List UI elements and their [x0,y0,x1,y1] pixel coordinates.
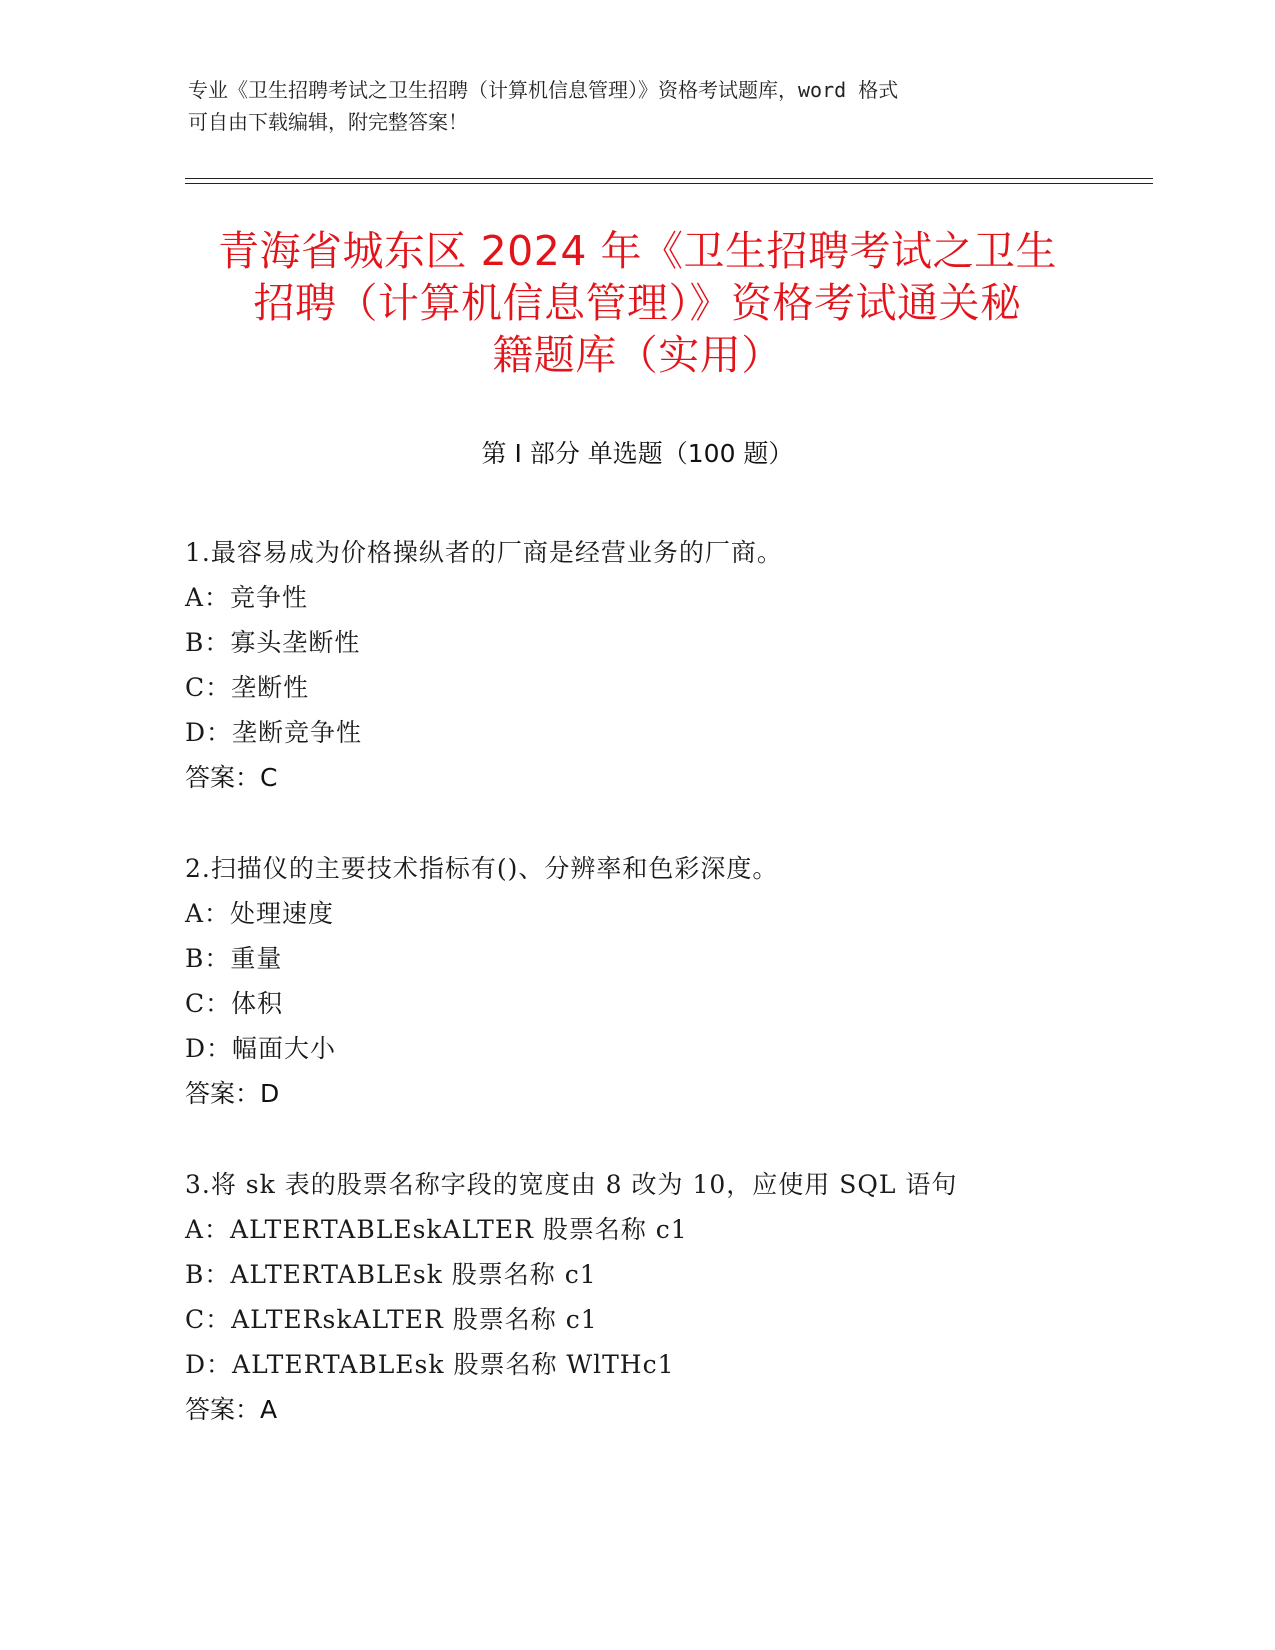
header-rule-top [185,178,1153,179]
answer: 答案：A [185,1395,278,1424]
option-b: B：ALTERTABLEsk 股票名称 c1 [185,1260,597,1289]
option-d: D：幅面大小 [185,1034,337,1063]
question-stem: 3.将 sk 表的股票名称字段的宽度由 8 改为 10，应使用 SQL 语句 [185,1170,958,1199]
option-a: A：处理速度 [185,899,335,928]
question-stem: 1.最容易成为价格操纵者的厂商是经营业务的厂商。 [185,538,783,567]
title-line-1: 青海省城东区 2024 年《卫生招聘考试之卫生 [218,227,1057,275]
option-d: D：ALTERTABLEsk 股票名称 WlTHc1 [185,1350,675,1379]
question-3 [185,1162,1105,1432]
answer: 答案：D [185,1079,280,1108]
header-note-line-2: 可自由下载编辑，附完整答案！ [188,110,468,134]
question-list [185,530,1105,1478]
option-b: B：重量 [185,944,283,973]
header-note [188,74,1088,138]
title-line-3: 籍题库（实用） [492,331,783,379]
option-d: D：垄断竞争性 [185,718,363,747]
option-c: C：垄断性 [185,673,310,702]
option-c: C：ALTERskALTER 股票名称 c1 [185,1305,598,1334]
header-note-line-1: 专业《卫生招聘考试之卫生招聘（计算机信息管理）》资格考试题库，word 格式 [188,78,899,102]
question-1 [185,530,1105,800]
question-2 [185,846,1105,1116]
header-rule-bottom [185,183,1153,184]
question-stem: 2.扫描仪的主要技术指标有()、分辨率和色彩深度。 [185,854,779,883]
option-a: A：ALTERTABLEskALTER 股票名称 c1 [185,1215,688,1244]
title-line-2: 招聘（计算机信息管理）》资格考试通关秘 [253,279,1022,327]
section-title: 第 I 部分 单选题（100 题） [481,439,794,468]
option-c: C：体积 [185,989,284,1018]
answer: 答案：C [185,763,278,792]
option-a: A：竞争性 [185,583,309,612]
option-b: B：寡头垄断性 [185,628,361,657]
document-title [160,225,1115,381]
